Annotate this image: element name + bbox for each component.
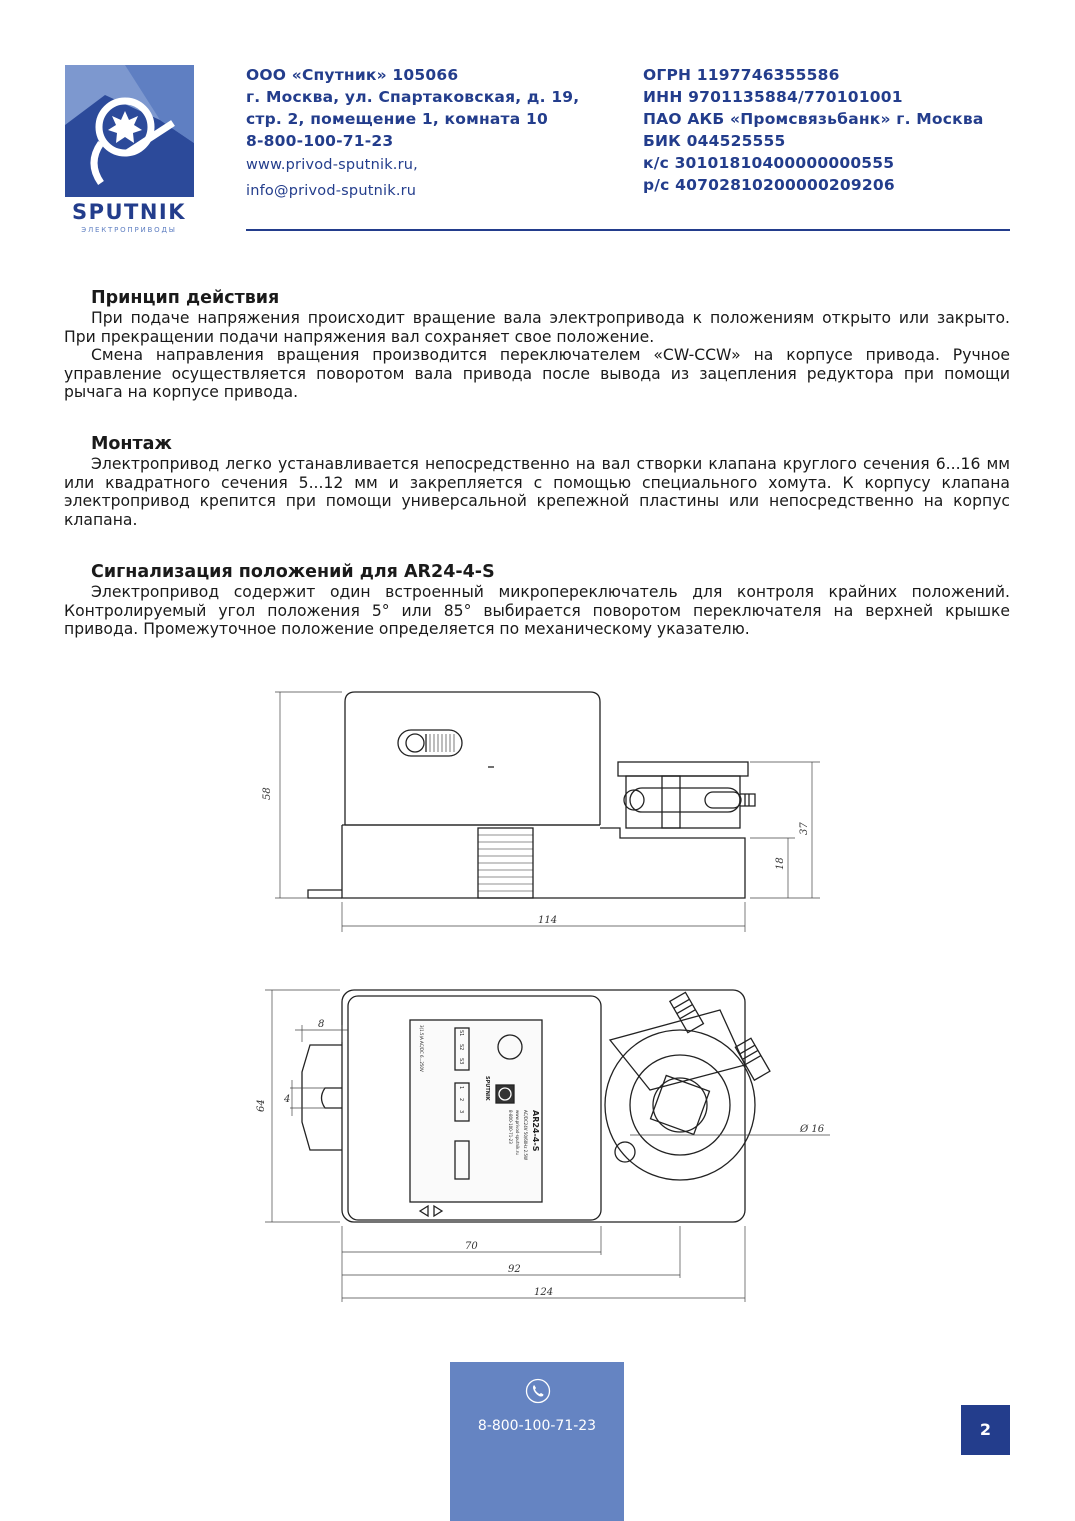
section-title: Принцип действия [91, 288, 280, 308]
company-name: ООО «Спутник» 105066 [246, 66, 459, 84]
dim-slot-width: 8 [318, 1019, 325, 1030]
bank-details [643, 64, 984, 196]
corr-account: к/с 30101810400000000555 [643, 154, 895, 172]
sputnik-logo [65, 65, 194, 235]
label-brand: SPUTNIK [484, 1076, 490, 1101]
paragraph: Электропривод содержит один встроенный микропереключатель для контроля крайних положений. Контролируемый угол положения 5° или 85° выбирается поворотом переключателя на верхней крышке привода. Промежуточное положение определяется по механическому указателю. [64, 583, 1010, 638]
page-number: 2 [961, 1405, 1010, 1455]
side-view [308, 692, 755, 898]
ogrn: ОГРН 1197746355586 [643, 66, 840, 84]
label-switch-s3: S3 [458, 1058, 464, 1065]
section-principle [64, 287, 1010, 402]
dim-height-upper: 37 [799, 822, 810, 835]
logo-brand: SPUTNIK [71, 200, 187, 224]
footer-phone: 8-800-100-71-23 [477, 1418, 597, 1434]
address-line-1: г. Москва, ул. Спартаковская, д. 19, [246, 88, 580, 106]
footer-phone-box[interactable] [450, 1362, 624, 1521]
settlement-account: р/с 40702810200000209206 [643, 176, 895, 194]
label-terminal-2: 2 [458, 1098, 464, 1102]
section-mounting [64, 433, 1010, 529]
address-line-2: стр. 2, помещение 1, комната 10 [246, 110, 548, 128]
dim-len-124: 124 [534, 1287, 554, 1298]
company-address [246, 64, 579, 204]
dim-width-top: 64 [256, 1099, 267, 1112]
section-title: Монтаж [91, 434, 172, 454]
top-view [302, 990, 770, 1222]
bik: БИК 044525555 [643, 132, 786, 150]
bank-name: ПАО АКБ «Промсвязьбанк» г. Москва [643, 110, 984, 128]
dim-len-70: 70 [465, 1241, 478, 1252]
label-terminal-3: 3 [458, 1110, 464, 1114]
phone-icon [525, 1378, 551, 1404]
label-phone: 8-800-100-71-23 [508, 1110, 513, 1144]
header-divider [246, 229, 1010, 231]
dim-len-92: 92 [508, 1264, 521, 1275]
dim-shaft-diameter: Ø 16 [800, 1124, 825, 1135]
label-site: www.privod-sputnik.ru [515, 1110, 520, 1155]
website-link[interactable]: www.privod-sputnik.ru, [246, 157, 418, 173]
dim-height-total: 58 [262, 787, 273, 800]
paragraph: Электропривод легко устанавливается непосредственно на вал створки клапана круглого сечения 6...16 мм или квадратного сечения 5...12 мм и закрепляется с помощью специального хомута. К корпусу клапана электропривод крепится при помощи универсальной крепежной пластины или непосредственно на корпус клапана. [64, 455, 1010, 529]
section-title: Сигнализация положений для AR24-4-S [91, 562, 495, 582]
company-phone: 8-800-100-71-23 [246, 132, 394, 150]
logo-tagline: ЭЛЕКТРОПРИВОДЫ [81, 226, 177, 234]
paragraph: Смена направления вращения производится переключателем «CW-CCW» на корпусе привода. Ручное управление осуществляется поворотом вала привода после вывода из зацепления редуктора при помощи рычага на корпусе привода. [64, 346, 1010, 401]
dim-length-side: 114 [538, 915, 558, 926]
label-switch-s1: S1 [458, 1030, 464, 1037]
technical-drawing [250, 680, 830, 1320]
label-specs: AC/DC24V 50/60Hz 2.5W [523, 1110, 528, 1160]
label-model: AR24-4-S [531, 1110, 540, 1152]
section-signaling [64, 561, 1010, 639]
paragraph: При подаче напряжения происходит вращение вала электропривода к положениям открыто или закрыто. При прекращении подачи напряжения вал сохраняет свое положение. [64, 309, 1010, 346]
inn: ИНН 9701135884/770101001 [643, 88, 903, 106]
label-switch-rating: 3(1.5)A AC/DC 6...250V [419, 1025, 424, 1072]
label-terminal-1: 1 [458, 1086, 464, 1090]
label-switch-s2: S2 [458, 1044, 464, 1051]
email-link[interactable]: info@privod-sputnik.ru [246, 183, 417, 199]
dim-slot-height: 4 [284, 1094, 291, 1105]
dim-height-lower: 18 [775, 857, 786, 870]
